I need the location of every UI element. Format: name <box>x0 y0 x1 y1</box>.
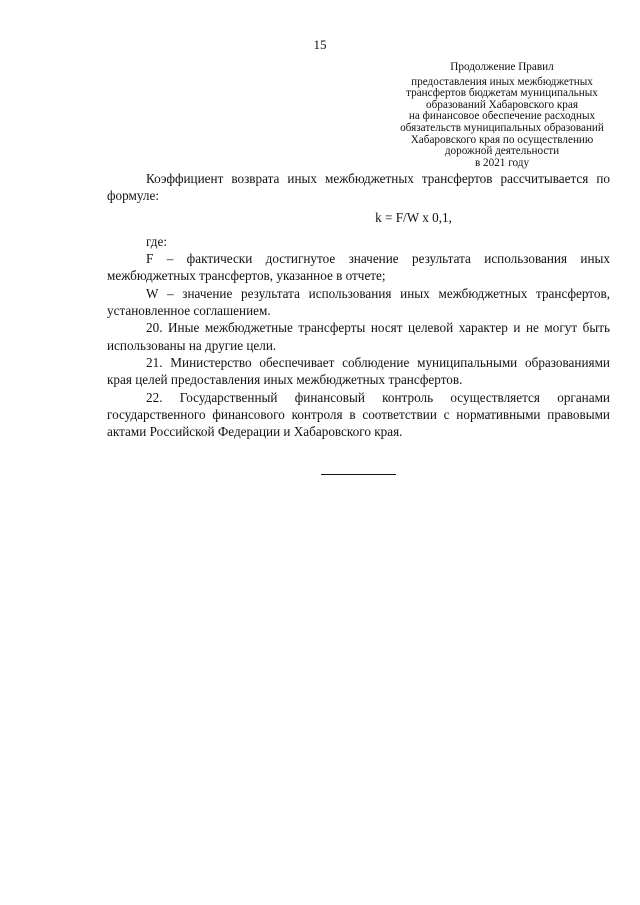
header-line: на финансовое обеспечение расходных <box>408 110 596 123</box>
where-label: где: <box>146 233 167 249</box>
clause-20: 20. Иные межбюджетные трансферты носят целевой характер и не могут быть использованы на другие цели. <box>107 320 610 353</box>
header-line: трансфертов бюджетам муниципальных <box>406 87 598 100</box>
header-line: дорожной деятельности <box>444 145 560 158</box>
header-line: обязательств муниципальных образований <box>400 121 604 134</box>
definition-w: W – значение результата использования иных межбюджетных трансфертов, установленное соглашением. <box>107 285 610 319</box>
return-coefficient-formula: k = F/W x 0,1, <box>375 209 452 225</box>
clause-21: 21. Министерство обеспечивает соблюдение муниципальными образованиями края целей предоставления иных межбюджетных трансфертов. <box>107 354 610 388</box>
end-of-document-rule <box>321 474 396 475</box>
appendix-header <box>368 62 636 169</box>
definition-f: F – фактически достигнутое значение результата использования иных межбюджетных трансфертов, указанное в отчете; <box>107 251 610 284</box>
page-number: 15 <box>313 37 327 52</box>
header-line: предоставления иных межбюджетных <box>411 75 593 88</box>
header-line: образований Хабаровского края <box>425 98 579 111</box>
header-line: в 2021 году <box>474 156 530 169</box>
header-line: Хабаровского края по осуществлению <box>410 133 594 146</box>
clause-22: 22. Государственный финансовый контроль осуществляется органами государственного финансового контроля в соответствии с нормативными правовыми актами Российской Федерации и Хабаровского края. <box>107 389 610 440</box>
formula-intro-paragraph: Коэффициент возврата иных межбюджетных трансфертов рассчитывается по формуле: <box>107 171 610 204</box>
document-body <box>107 170 610 440</box>
header-title: Продолжение Правил <box>450 61 554 73</box>
